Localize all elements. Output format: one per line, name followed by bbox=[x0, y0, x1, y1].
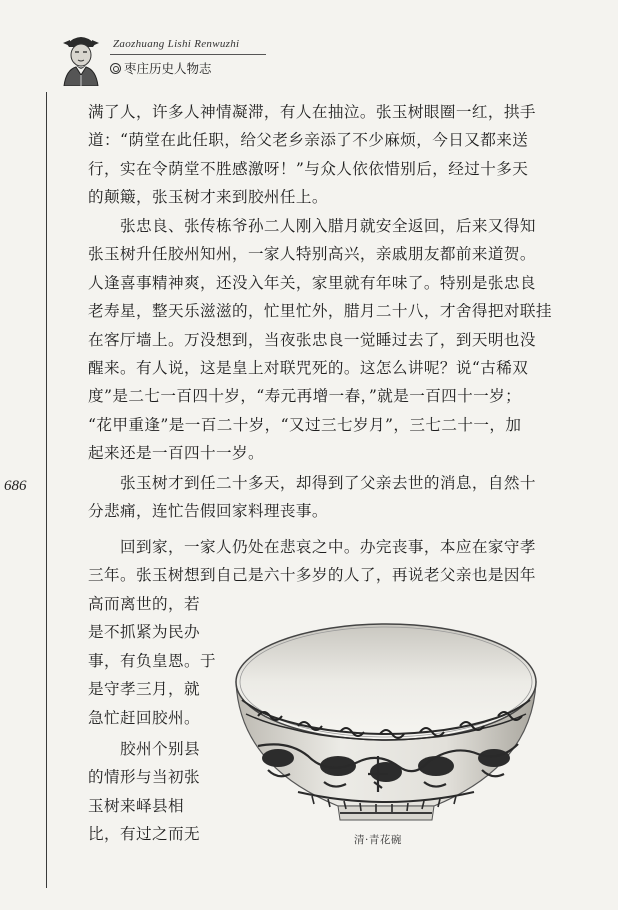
double-circle-icon bbox=[110, 63, 121, 74]
scholar-portrait-icon bbox=[58, 28, 104, 86]
margin-rule bbox=[46, 92, 47, 888]
text-line: “花甲重逢”是一百二十岁，“又过三七岁月”，三七二十一，加 bbox=[88, 415, 522, 434]
figure-caption: 清·青花碗 bbox=[354, 834, 402, 846]
series-title-english: Zaozhuang Lishi Renwuzhi bbox=[113, 38, 240, 50]
text-line: 是守孝三月，就 bbox=[88, 680, 200, 699]
paragraph-4-wrapped bbox=[88, 590, 218, 732]
text-line: 老寿星，整天乐滋滋的，忙里忙外，腊月二十八，才舍得把对联挂 bbox=[88, 302, 552, 321]
text-line: 玉树来峄县相 bbox=[88, 796, 184, 815]
paragraph-5 bbox=[88, 735, 218, 849]
paragraph-3 bbox=[88, 469, 558, 526]
text-line: 分悲痛，连忙告假回家料理丧事。 bbox=[88, 502, 328, 521]
page-number: 686 bbox=[4, 478, 27, 494]
text-line: 胶州个别县 bbox=[88, 740, 200, 758]
text-line: 度”是二七一百四十岁，“寿元再增一春，”就是一百四十一岁； bbox=[88, 387, 522, 406]
header-divider bbox=[110, 54, 266, 55]
text-line: 起来还是一百四十一岁。 bbox=[88, 444, 264, 463]
text-line: 三年。张玉树想到自己是六十多岁的人了，再说老父亲也是因年 bbox=[88, 566, 536, 585]
paragraph-2 bbox=[88, 212, 558, 468]
text-line: 的情形与当初张 bbox=[88, 768, 200, 787]
text-line: 的颠簸，张玉树才来到胶州任上。 bbox=[88, 188, 328, 207]
blue-white-porcelain-bowl-image bbox=[228, 616, 544, 828]
text-line: 比，有过之而无 bbox=[88, 825, 200, 844]
text-line: 急忙赶回胶州。 bbox=[88, 708, 200, 727]
text-line: 醒来。有人说，这是皇上对联咒死的。这怎么讲呢？说“古稀双 bbox=[88, 359, 529, 378]
text-line: 高而离世的，若 bbox=[88, 595, 200, 613]
text-line: 事，有负皇恩。于 bbox=[88, 651, 216, 670]
text-line: 回到家，一家人仍处在悲哀之中。办完丧事，本应在家守孝 bbox=[88, 538, 536, 556]
series-title-chinese-text: 枣庄历史人物志 bbox=[124, 61, 212, 76]
text-line: 人逢喜事精神爽，还没入年关，家里就有年味了。特别是张忠良 bbox=[88, 273, 536, 292]
paragraph-4 bbox=[88, 533, 558, 590]
text-line: 是不抓紧为民办 bbox=[88, 623, 200, 642]
series-title-chinese bbox=[110, 59, 212, 77]
paragraph-1 bbox=[88, 98, 558, 212]
text-line: 在客厅墙上。万没想到，当夜张忠良一觉睡过去了，到天明也没 bbox=[88, 330, 536, 349]
text-line: 满了人，许多人神情凝滞，有人在抽泣。张玉树眼圈一红，拱手 bbox=[88, 103, 536, 121]
text-line: 道：“荫堂在此任职，给父老乡亲添了不少麻烦，今日又都来送 bbox=[88, 131, 529, 150]
text-line: 张忠良、张传栋爷孙二人刚入腊月就安全返回，后来又得知 bbox=[88, 217, 536, 235]
text-line: 张玉树才到任二十多天，却得到了父亲去世的消息，自然十 bbox=[88, 474, 536, 492]
text-line: 行，实在令荫堂不胜感激呀！”与众人依依惜别后，经过十多天 bbox=[88, 159, 529, 178]
text-line: 张玉树升任胶州知州，一家人特别高兴，亲戚朋友都前来道贺。 bbox=[88, 245, 536, 264]
